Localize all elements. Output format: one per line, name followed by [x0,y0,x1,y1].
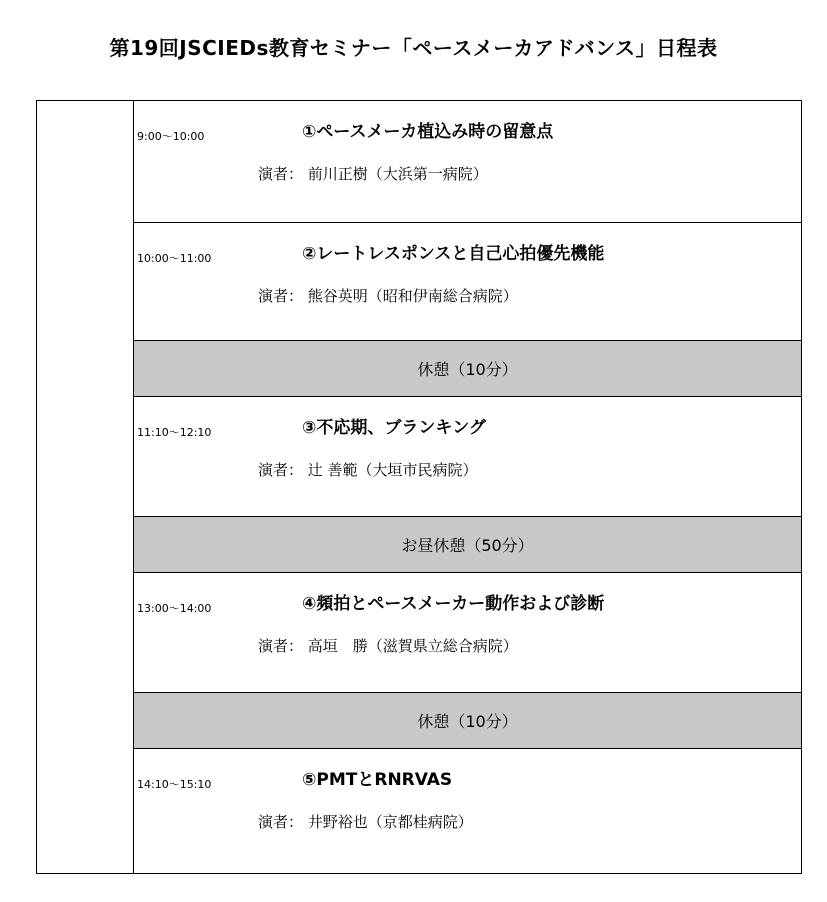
session-time: 11:10～12:10 [137,426,212,439]
session-title: ④頻拍とペースメーカー動作および診断 [302,594,605,614]
session-speaker: 演者： 熊谷英明（昭和伊南総合病院） [258,287,518,305]
session-row [134,101,801,222]
session-speaker: 演者： 高垣 勝（滋賀県立総合病院） [258,637,518,655]
session-row [134,396,801,516]
session-speaker: 演者： 辻 善範（大垣市民病院） [258,461,478,479]
session-title: ⑤PMTとRNRVAS [302,770,453,790]
session-time: 14:10～15:10 [137,778,212,791]
break-row: 休憩（10分） [134,340,801,396]
session-speaker: 演者： 井野裕也（京都桂病院） [258,813,473,831]
session-title: ①ペースメーカ植込み時の留意点 [302,122,554,142]
schedule-table [36,100,802,874]
session-time: 10:00～11:00 [137,252,212,265]
session-time: 9:00～10:00 [137,130,205,143]
session-row [134,572,801,692]
break-row: お昼休憩（50分） [134,516,801,572]
page-title: 第19回JSCIEDs教育セミナー「ペースメーカアドバンス」日程表 [109,36,718,60]
session-speaker: 演者： 前川正樹（大浜第一病院） [258,165,488,183]
session-row [134,748,801,873]
session-title: ②レートレスポンスと自己心拍優先機能 [302,244,605,264]
session-time: 13:00～14:00 [137,602,212,615]
session-title: ③不応期、ブランキング [302,418,486,438]
left-column [37,101,134,873]
session-row [134,222,801,340]
break-row: 休憩（10分） [134,692,801,748]
